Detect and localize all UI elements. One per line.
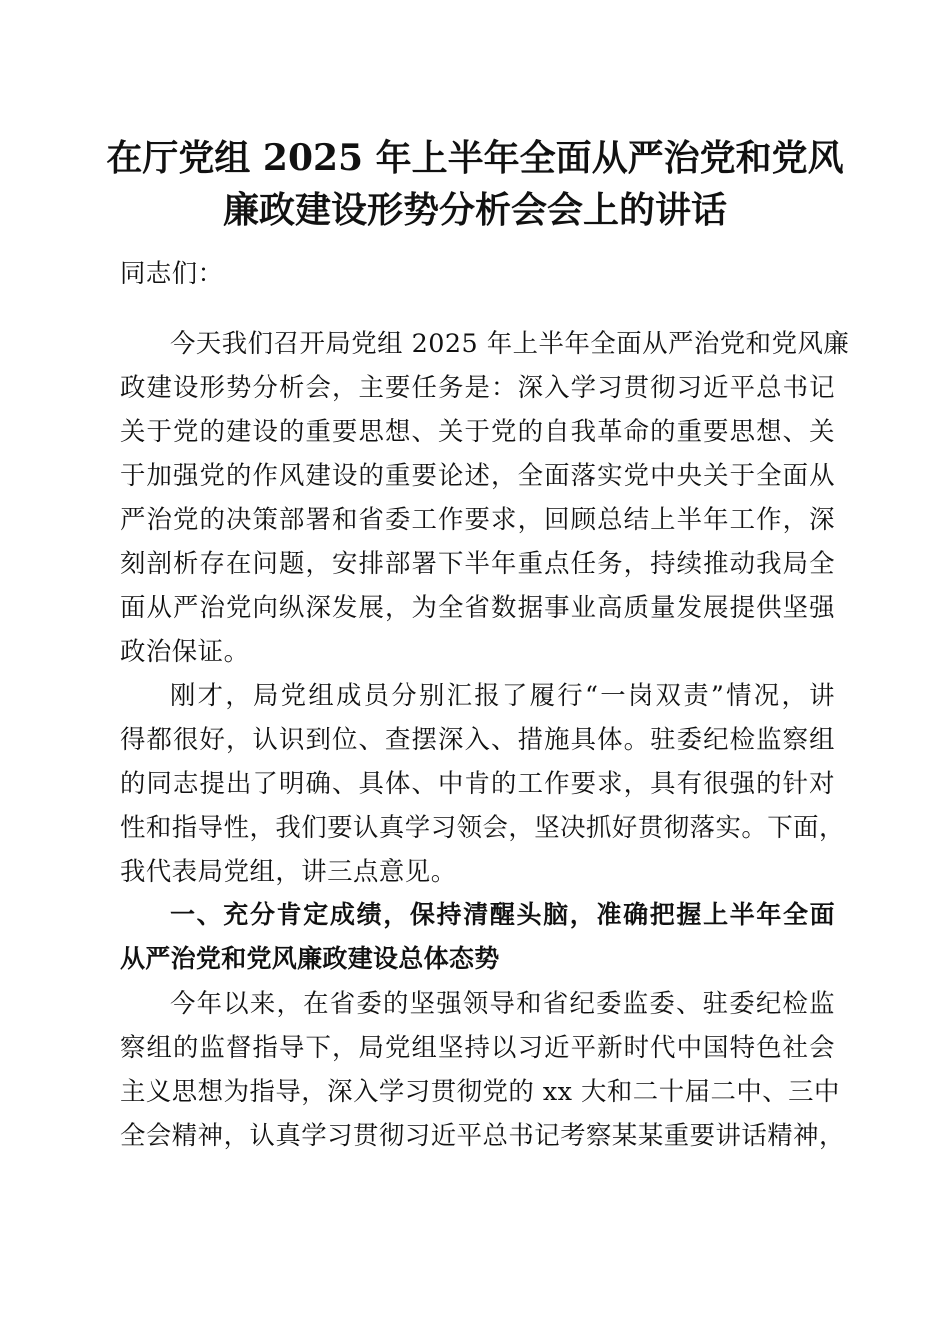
section-heading-line: 一、充分肯定成绩，保持清醒头脑，准确把握上半年全面 bbox=[170, 900, 835, 929]
section-paragraph-line: 察组的监督指导下，局党组坚持以习近平新时代中国特色社会 bbox=[120, 1032, 835, 1062]
paragraph-2-line: 的同志提出了明确、具体、中肯的工作要求，具有很强的针对 bbox=[120, 768, 835, 798]
section-paragraph-line: 全会精神，认真学习贯彻习近平总书记考察某某重要讲话精神， bbox=[120, 1120, 845, 1150]
paragraph-1-line: 政治保证。 bbox=[120, 636, 250, 666]
section-paragraph-line: 今年以来，在省委的坚强领导和省纪委监委、驻委纪检监 bbox=[170, 988, 835, 1018]
paragraph-1-line: 关于党的建设的重要思想、关于党的自我革命的重要思想、关 bbox=[120, 416, 835, 446]
paragraph-1-line: 面从严治党向纵深发展，为全省数据事业高质量发展提供坚强 bbox=[120, 592, 835, 622]
paragraph-2-line: 性和指导性，我们要认真学习领会，坚决抓好贯彻落实。下面， bbox=[120, 812, 845, 842]
paragraph-1-line: 刻剖析存在问题，安排部署下半年重点任务，持续推动我局全 bbox=[120, 548, 835, 578]
document-title-line-2: 廉政建设形势分析会会上的讲话 bbox=[222, 189, 727, 231]
salutation: 同志们： bbox=[120, 258, 224, 288]
paragraph-1-line: 政建设形势分析会，主要任务是：深入学习贯彻习近平总书记 bbox=[120, 372, 835, 402]
paragraph-1-line: 严治党的决策部署和省委工作要求，回顾总结上半年工作，深 bbox=[120, 504, 835, 534]
section-heading-line: 从严治党和党风廉政建设总体态势 bbox=[120, 944, 500, 973]
section-paragraph-line: 主义思想为指导，深入学习贯彻党的 xx 大和二十届二中、三中 bbox=[120, 1076, 840, 1106]
paragraph-2-line: 刚才，局党组成员分别汇报了履行“一岗双责”情况，讲 bbox=[170, 680, 835, 710]
paragraph-1-line: 于加强党的作风建设的重要论述，全面落实党中央关于全面从 bbox=[120, 460, 835, 490]
document-title-line-1: 在厅党组 2025 年上半年全面从严治党和党风 bbox=[106, 137, 844, 179]
paragraph-2-line: 我代表局党组，讲三点意见。 bbox=[120, 856, 457, 886]
paragraph-1-line: 今天我们召开局党组 2025 年上半年全面从严治党和党风廉 bbox=[170, 328, 850, 358]
paragraph-2-line: 得都很好，认识到位、查摆深入、措施具体。驻委纪检监察组 bbox=[120, 724, 835, 754]
